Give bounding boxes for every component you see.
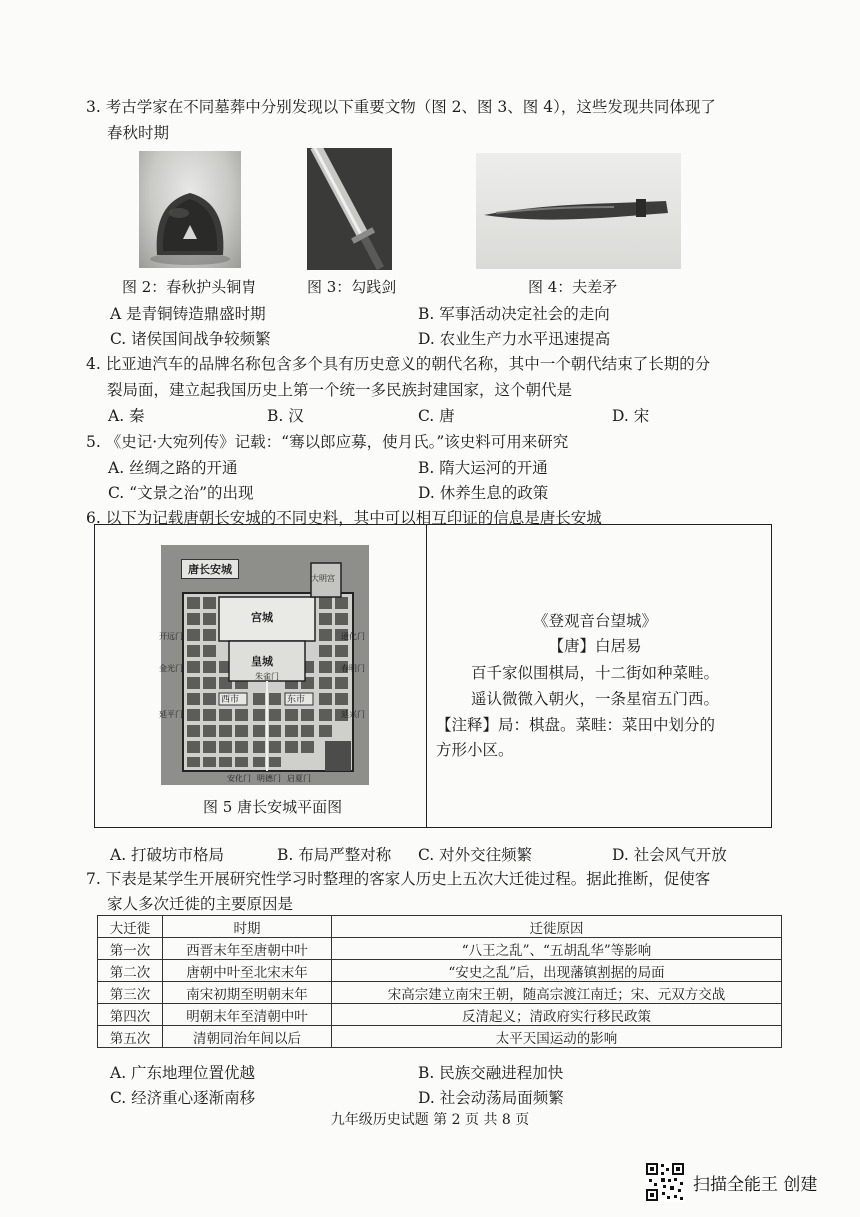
table-row bbox=[98, 938, 782, 960]
q3-option-d: D. 农业生产力水平迅速提高 bbox=[418, 330, 611, 348]
changan-map bbox=[161, 545, 369, 785]
table-row bbox=[98, 1026, 782, 1048]
poem-line-1: 百千家似围棋局，十二街如种菜畦。 bbox=[470, 664, 719, 682]
table-row bbox=[98, 960, 782, 982]
table-row bbox=[98, 1004, 782, 1026]
q7-stem-line1: 7. 下表是某学生开展研究性学习时整理的客家人历史上五次大迁徙过程。据此推断，促使客 bbox=[86, 870, 711, 888]
table-header-cell: 迁徙原因 bbox=[332, 916, 782, 938]
map-gate-south-1: 安化门 bbox=[227, 774, 251, 783]
map-label-east-market: 东市 bbox=[287, 695, 306, 705]
table-cell: 明朝末年至清朝中叶 bbox=[163, 1004, 332, 1026]
table-cell: 第四次 bbox=[98, 1004, 163, 1026]
q3-option-c: C. 诸侯国间战争较频繁 bbox=[110, 330, 271, 348]
table-header-row bbox=[98, 916, 782, 938]
bronze-helmet-image bbox=[139, 151, 241, 268]
poem-author: 【唐】白居易 bbox=[548, 637, 642, 655]
q7-option-a: A. 广东地理位置优越 bbox=[110, 1064, 256, 1082]
q5-option-b: B. 隋大运河的开通 bbox=[418, 459, 548, 477]
q7-option-c: C. 经济重心逐渐南移 bbox=[110, 1089, 256, 1107]
q5-option-a: A. 丝绸之路的开通 bbox=[108, 459, 238, 477]
map-gate-east-1: 通化门 bbox=[341, 632, 365, 641]
q6-option-a: A. 打破坊市格局 bbox=[110, 846, 225, 864]
fuchai-spear-image bbox=[476, 153, 681, 269]
poem-note-line-2: 方形小区。 bbox=[436, 741, 514, 759]
q7-stem-line2: 家人多次迁徙的主要原因是 bbox=[107, 895, 294, 913]
box-divider bbox=[426, 525, 427, 827]
map-label-imperial-city: 皇城 bbox=[251, 655, 273, 668]
table-cell: 第一次 bbox=[98, 938, 163, 960]
figure-5-caption: 图 5 唐长安城平面图 bbox=[203, 798, 343, 816]
goujian-sword-image bbox=[307, 148, 392, 270]
figure-2-caption: 图 2：春秋护头铜胄 bbox=[122, 278, 257, 296]
map-gate-east-2: 春明门 bbox=[341, 664, 365, 673]
page-footer: 九年级历史试题 第 2 页 共 8 页 bbox=[330, 1112, 530, 1128]
qr-code-icon bbox=[645, 1162, 685, 1202]
q3-stem-line1: 3. 考古学家在不同墓葬中分别发现以下重要文物（图 2、图 3、图 4），这些发现共同体现了 bbox=[86, 98, 716, 116]
table-cell: 反清起义；清政府实行移民政策 bbox=[332, 1004, 782, 1026]
table-cell: 清朝同治年间以后 bbox=[163, 1026, 332, 1048]
poem-note-line-1: 【注释】局：棋盘。菜畦：菜田中划分的 bbox=[436, 716, 716, 734]
q6-stem: 6. 以下为记载唐朝长安城的不同史料，其中可以相互印证的信息是唐长安城 bbox=[86, 509, 602, 527]
q4-option-d: D. 宋 bbox=[612, 407, 650, 425]
table-cell: 第三次 bbox=[98, 982, 163, 1004]
table-cell: 太平天国运动的影响 bbox=[332, 1026, 782, 1048]
map-title: 唐长安城 bbox=[181, 559, 239, 579]
q5-stem: 5. 《史记·大宛列传》记载：“骞以郎应募，使月氏。”该史料可用来研究 bbox=[86, 433, 569, 451]
table-header-cell: 时期 bbox=[163, 916, 332, 938]
map-gate-west-1: 开远门 bbox=[159, 632, 183, 641]
map-gate-center: 朱雀门 bbox=[255, 672, 279, 681]
map-gate-south-2: 明德门 bbox=[257, 774, 281, 783]
q3-option-b: B. 军事活动决定社会的走向 bbox=[418, 305, 610, 323]
q6-option-d: D. 社会风气开放 bbox=[612, 846, 727, 864]
q7-option-b: B. 民族交融进程加快 bbox=[418, 1064, 564, 1082]
q4-option-b: B. 汉 bbox=[267, 407, 304, 425]
q4-option-a: A. 秦 bbox=[108, 407, 145, 425]
table-row bbox=[98, 982, 782, 1004]
table-cell: 宋高宗建立南宋王朝，随高宗渡江南迁；宋、元双方交战 bbox=[332, 982, 782, 1004]
table-header-cell: 大迁徙 bbox=[98, 916, 163, 938]
q4-stem-line1: 4. 比亚迪汽车的品牌名称包含多个具有历史意义的朝代名称，其中一个朝代结束了长期的分 bbox=[86, 355, 711, 373]
q5-option-d: D. 休养生息的政策 bbox=[418, 484, 549, 502]
map-label-palace: 宫城 bbox=[251, 611, 273, 624]
q5-option-c: C. “文景之治”的出现 bbox=[108, 484, 254, 502]
table-cell: 第五次 bbox=[98, 1026, 163, 1048]
figure-4-caption: 图 4：夫差矛 bbox=[528, 278, 618, 296]
q4-stem-line2: 裂局面，建立起我国历史上第一个统一多民族封建国家，这个朝代是 bbox=[107, 381, 573, 399]
table-cell: “八王之乱”、“五胡乱华”等影响 bbox=[332, 938, 782, 960]
poem-title: 《登观音台望城》 bbox=[532, 612, 657, 630]
q4-option-c: C. 唐 bbox=[418, 407, 455, 425]
q3-stem-line2: 春秋时期 bbox=[107, 124, 170, 142]
table-cell: 唐朝中叶至北宋末年 bbox=[163, 960, 332, 982]
q3-option-a: A 是青铜铸造鼎盛时期 bbox=[110, 305, 266, 323]
poem-line-2: 遥认微微入朝火，一条星宿五门西。 bbox=[470, 690, 719, 708]
q6-sources-box bbox=[94, 524, 772, 828]
map-label-daming-palace: 大明宫 bbox=[311, 574, 335, 583]
table-cell: “安史之乱”后，出现藩镇割据的局面 bbox=[332, 960, 782, 982]
map-gate-south-3: 启夏门 bbox=[287, 774, 311, 783]
table-cell: 西晋末年至唐朝中叶 bbox=[163, 938, 332, 960]
q7-option-d: D. 社会动荡局面频繁 bbox=[418, 1089, 564, 1107]
table-cell: 南宋初期至明朝末年 bbox=[163, 982, 332, 1004]
scanner-watermark: 扫描全能王 创建 bbox=[693, 1175, 818, 1195]
map-label-west-market: 西市 bbox=[221, 695, 240, 705]
map-gate-east-3: 延兴门 bbox=[341, 710, 365, 719]
migration-table bbox=[97, 915, 782, 1048]
q6-option-b: B. 布局严整对称 bbox=[277, 846, 392, 864]
map-gate-west-3: 延平门 bbox=[159, 710, 183, 719]
figure-3-caption: 图 3：勾践剑 bbox=[307, 278, 397, 296]
map-gate-west-2: 金光门 bbox=[159, 664, 183, 673]
q6-option-c: C. 对外交往频繁 bbox=[418, 846, 533, 864]
table-cell: 第二次 bbox=[98, 960, 163, 982]
